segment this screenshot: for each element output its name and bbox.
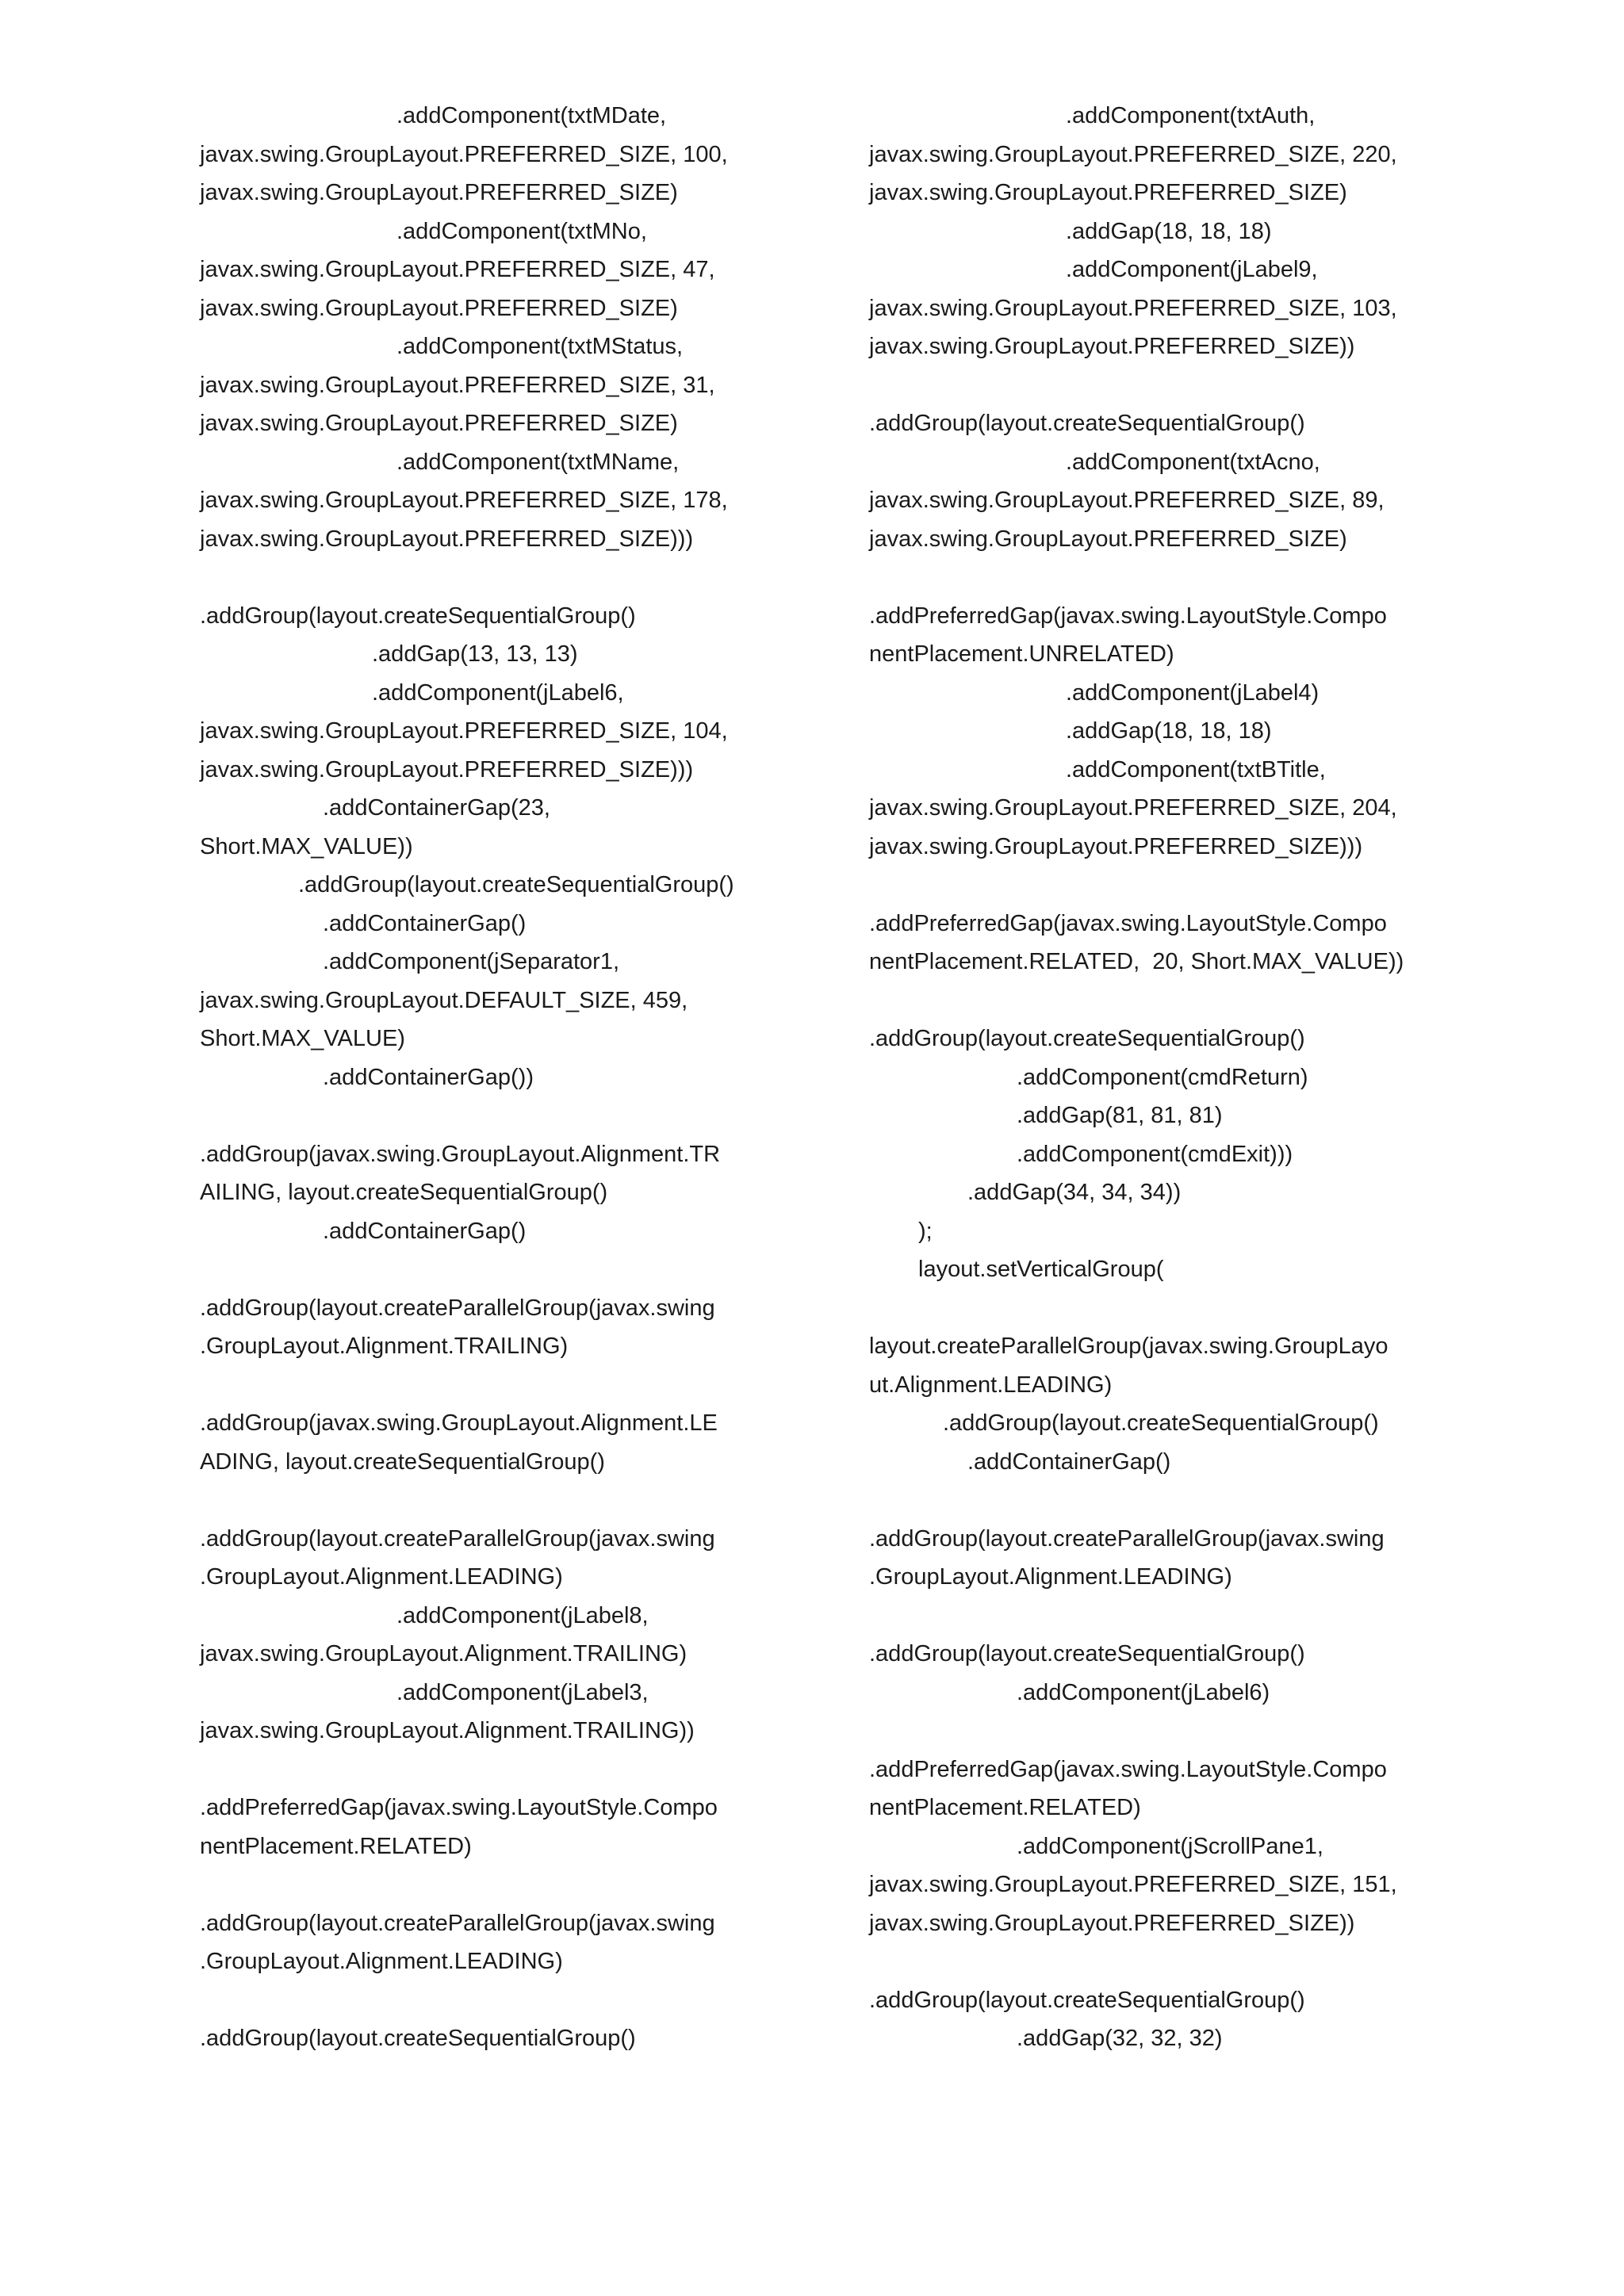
code-line: .addComponent(jScrollPane1, — [1017, 1833, 1323, 1859]
code-line: .addGroup(layout.createParallelGroup(javax.swing — [869, 1525, 1385, 1552]
code-line: .addGroup(layout.createSequentialGroup() — [869, 411, 1305, 436]
code-line: javax.swing.GroupLayout.PREFERRED_SIZE) — [200, 295, 678, 321]
code-line: Short.MAX_VALUE) — [200, 1026, 405, 1051]
code-line: .addComponent(jLabel9, — [1066, 257, 1318, 282]
code-line: javax.swing.GroupLayout.PREFERRED_SIZE, 89, — [869, 488, 1385, 513]
code-line: javax.swing.GroupLayout.PREFERRED_SIZE, 100, — [200, 141, 728, 167]
code-line: .addComponent(jLabel6, — [372, 679, 624, 706]
code-line: .addPreferredGap(javax.swing.LayoutStyle.Compo — [869, 910, 1387, 936]
code-line: .addGroup(layout.createSequentialGroup() — [200, 2026, 636, 2051]
code-line: javax.swing.GroupLayout.PREFERRED_SIZE)) — [869, 1910, 1355, 1936]
code-line: Short.MAX_VALUE)) — [200, 833, 413, 859]
code-line: AILING, layout.createSequentialGroup() — [200, 1180, 608, 1205]
code-line — [200, 1481, 802, 1520]
code-line: .GroupLayout.Alignment.LEADING) — [869, 1564, 1232, 1590]
code-line: layout.createParallelGroup(javax.swing.GroupLayo — [869, 1334, 1388, 1359]
code-line: .GroupLayout.Alignment.TRAILING) — [200, 1334, 569, 1359]
code-line: javax.swing.GroupLayout.PREFERRED_SIZE, 178, — [200, 488, 728, 513]
code-line: .GroupLayout.Alignment.LEADING) — [200, 1949, 563, 1974]
code-line — [200, 1096, 802, 1135]
code-line: javax.swing.GroupLayout.PREFERRED_SIZE))) — [200, 526, 694, 552]
code-line: .addPreferredGap(javax.swing.LayoutStyle.Compo — [869, 603, 1387, 629]
code-line: nentPlacement.RELATED, 20, Short.MAX_VALUE)) — [869, 949, 1404, 974]
code-line: .addComponent(cmdExit))) — [1017, 1141, 1293, 1167]
code-line — [869, 1597, 1472, 1636]
code-line: .addGap(18, 18, 18) — [1066, 718, 1272, 744]
code-line: .addGroup(javax.swing.GroupLayout.Alignment.LE — [200, 1410, 718, 1436]
code-line: .addComponent(txtAcno, — [1066, 449, 1320, 475]
code-line: .addGroup(layout.createSequentialGroup() — [298, 872, 734, 897]
code-line: javax.swing.GroupLayout.PREFERRED_SIZE) — [200, 180, 678, 205]
code-line — [200, 1866, 802, 1904]
code-line: javax.swing.GroupLayout.PREFERRED_SIZE, 204, — [869, 795, 1397, 821]
code-line: javax.swing.GroupLayout.PREFERRED_SIZE)) — [869, 334, 1355, 359]
code-line: .addComponent(txtAuth, — [1066, 103, 1316, 128]
code-line: javax.swing.GroupLayout.PREFERRED_SIZE) — [869, 526, 1347, 552]
code-line: nentPlacement.UNRELATED) — [869, 641, 1174, 667]
code-line: .addGroup(javax.swing.GroupLayout.Alignment.TR — [200, 1141, 721, 1167]
code-line: javax.swing.GroupLayout.PREFERRED_SIZE) — [869, 180, 1347, 205]
code-line: javax.swing.GroupLayout.PREFERRED_SIZE, 47, — [200, 257, 715, 282]
code-line: .addComponent(jLabel8, — [396, 1602, 649, 1628]
code-line — [869, 1289, 1472, 1328]
code-line — [200, 558, 802, 597]
code-line: .addComponent(jLabel6) — [1017, 1679, 1270, 1705]
code-line: .addGap(18, 18, 18) — [1066, 218, 1272, 244]
code-line: .addComponent(txtMNo, — [396, 218, 647, 244]
code-line: .addGroup(layout.createParallelGroup(javax.swing — [200, 1295, 715, 1321]
code-line: javax.swing.GroupLayout.PREFERRED_SIZE) — [200, 411, 678, 436]
code-line: .addGroup(layout.createParallelGroup(javax.swing — [200, 1910, 715, 1936]
code-line: ADING, layout.createSequentialGroup() — [200, 1448, 605, 1475]
code-line: ); — [918, 1218, 933, 1244]
code-line: .addPreferredGap(javax.swing.LayoutStyle.Compo — [200, 1795, 718, 1820]
code-line: javax.swing.GroupLayout.PREFERRED_SIZE, 31, — [200, 372, 715, 398]
code-line: .addContainerGap() — [967, 1448, 1171, 1475]
code-line: .addGroup(layout.createSequentialGroup() — [869, 1026, 1305, 1051]
code-line: layout.setVerticalGroup( — [918, 1257, 1164, 1282]
left-code-column — [200, 97, 802, 2058]
code-line — [200, 1751, 802, 1789]
code-line: .addGap(81, 81, 81) — [1017, 1103, 1223, 1128]
code-line: .addGap(34, 34, 34)) — [967, 1180, 1182, 1205]
code-line: .GroupLayout.Alignment.LEADING) — [200, 1564, 563, 1590]
code-line: .addGroup(layout.createSequentialGroup() — [943, 1410, 1379, 1436]
code-line: ut.Alignment.LEADING) — [869, 1372, 1113, 1398]
code-line: .addComponent(txtMName, — [396, 449, 680, 475]
code-line: .addPreferredGap(javax.swing.LayoutStyle.Compo — [869, 1756, 1387, 1782]
code-line: .addContainerGap()) — [323, 1064, 534, 1090]
code-line: .addGap(32, 32, 32) — [1017, 2026, 1223, 2051]
code-line: .addContainerGap() — [323, 1218, 527, 1244]
code-line: javax.swing.GroupLayout.PREFERRED_SIZE, 220, — [869, 141, 1397, 167]
code-line — [869, 366, 1472, 405]
code-line: .addGroup(layout.createSequentialGroup() — [200, 603, 636, 629]
code-line: .addGroup(layout.createSequentialGroup() — [869, 1641, 1305, 1667]
code-line: nentPlacement.RELATED) — [869, 1795, 1141, 1820]
code-line: javax.swing.GroupLayout.PREFERRED_SIZE))) — [200, 756, 694, 783]
code-line: .addComponent(txtBTitle, — [1066, 756, 1326, 783]
code-line: javax.swing.GroupLayout.Alignment.TRAILING)) — [200, 1718, 695, 1743]
code-line — [200, 1981, 802, 2020]
code-line: javax.swing.GroupLayout.DEFAULT_SIZE, 459, — [200, 987, 688, 1013]
code-line: javax.swing.GroupLayout.PREFERRED_SIZE, 104, — [200, 718, 728, 744]
code-line — [869, 866, 1472, 905]
code-line: .addComponent(jLabel4) — [1066, 679, 1320, 706]
code-line: .addContainerGap() — [323, 910, 527, 936]
code-line: .addComponent(txtMStatus, — [396, 334, 684, 359]
code-line: .addComponent(jSeparator1, — [323, 949, 620, 974]
code-line: .addComponent(cmdReturn) — [1017, 1064, 1308, 1090]
code-line: javax.swing.GroupLayout.PREFERRED_SIZE, 103, — [869, 295, 1397, 321]
code-line — [869, 982, 1472, 1020]
right-code-column — [869, 97, 1472, 2058]
code-line: .addComponent(txtMDate, — [396, 103, 667, 128]
code-line: .addComponent(jLabel3, — [396, 1679, 649, 1705]
code-line — [869, 1481, 1472, 1520]
code-line: javax.swing.GroupLayout.Alignment.TRAILING) — [200, 1641, 688, 1667]
code-line — [869, 1942, 1472, 1981]
code-line — [869, 558, 1472, 597]
code-line: .addGap(13, 13, 13) — [372, 641, 578, 667]
code-line: nentPlacement.RELATED) — [200, 1833, 472, 1859]
code-line: .addGroup(layout.createParallelGroup(javax.swing — [200, 1525, 715, 1552]
code-line: .addContainerGap(23, — [323, 795, 550, 821]
code-line: .addGroup(layout.createSequentialGroup() — [869, 1987, 1305, 2013]
code-line: javax.swing.GroupLayout.PREFERRED_SIZE, 151, — [869, 1872, 1397, 1897]
code-line — [869, 1712, 1472, 1751]
code-line — [200, 1366, 802, 1405]
code-line — [200, 1250, 802, 1289]
code-line: javax.swing.GroupLayout.PREFERRED_SIZE))) — [869, 833, 1363, 859]
